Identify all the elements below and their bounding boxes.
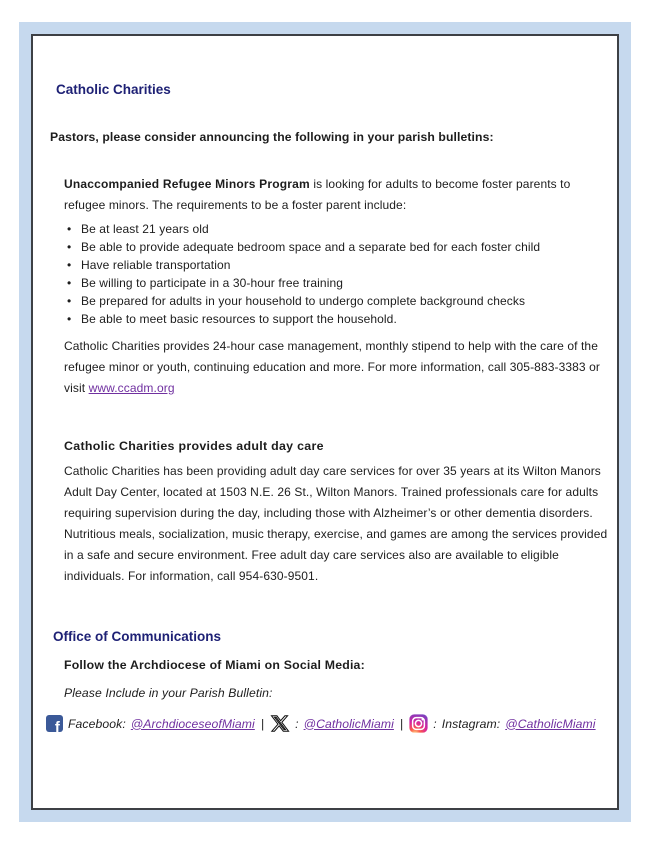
urm-paragraph <box>64 174 609 216</box>
x-icon <box>270 714 290 733</box>
list-item: • Be able to provide adequate bedroom space and a separate bed for each foster child <box>81 238 619 256</box>
page-border <box>19 22 631 822</box>
adult-day-care-paragraph: Catholic Charities has been providing adult day care services for over 35 years at its Wilton Manors Adult Day Center, located at 1503 N.E. 26 St., Wilton Manors. Trained professionals care for adults requiring supervision during the day, including those with Alzheimer’s or other dementia disorders. Nutritious meals, socialization, music therapy, exercise, and games are among the services provided in a safe and secure environment. Free adult day care services also are available to eligible individuals. For information, call 954-630-9501. <box>64 464 608 583</box>
adult-day-care-heading: Catholic Charities provides adult day care <box>64 439 324 453</box>
requirements-list <box>64 220 619 328</box>
page-content <box>33 82 617 733</box>
facebook-handle-link[interactable]: @ArchdioceseofMiami <box>130 716 255 731</box>
list-item: • Be willing to participate in a 30-hour free training <box>81 274 619 292</box>
urm-info-text: Catholic Charities provides 24-hour case management, monthly stipend to help with the care of the refugee minor or youth, continuing education and more. For more information, call 305-883-3383 or visit <box>64 339 600 395</box>
list-item: • Be at least 21 years old <box>81 220 619 238</box>
instagram-label: Instagram: <box>441 716 501 731</box>
x-colon: : <box>295 716 299 731</box>
urm-program-description: is looking for adults to become foster parents to refugee minors. The requirements to be a foster parent include: <box>64 177 571 212</box>
section-title-catholic-charities: Catholic Charities <box>56 82 171 97</box>
communications-section <box>64 658 591 700</box>
x-handle-link[interactable]: @CatholicMiami <box>303 716 394 731</box>
parish-bulletin-note: Please Include in your Parish Bulletin: <box>64 686 273 700</box>
urm-program-name: Unaccompanied Refugee Minors Program <box>64 177 310 191</box>
facebook-icon <box>46 715 63 732</box>
list-item: • Be prepared for adults in your household to undergo complete background checks <box>81 292 619 310</box>
page-inner-border <box>31 34 619 810</box>
social-media-row <box>46 714 596 733</box>
separator: | <box>260 716 265 731</box>
ccadm-link[interactable]: www.ccadm.org <box>88 381 175 395</box>
list-item: • Be able to meet basic resources to support the household. <box>81 310 619 328</box>
section-title-office-of-communications: Office of Communications <box>53 629 222 644</box>
facebook-label: Facebook: <box>68 716 126 731</box>
separator: | <box>399 716 404 731</box>
facebook-glyph: f <box>54 719 60 732</box>
pastors-intro-line: Pastors, please consider announcing the following in your parish bulletins: <box>50 130 494 144</box>
urm-info-paragraph <box>64 336 609 399</box>
urm-section <box>64 174 608 587</box>
instagram-icon <box>409 714 428 733</box>
list-item: • Have reliable transportation <box>81 256 619 274</box>
instagram-colon: : <box>433 716 437 731</box>
follow-social-heading: Follow the Archdiocese of Miami on Social Media: <box>64 658 365 672</box>
instagram-handle-link[interactable]: @CatholicMiami <box>505 716 596 731</box>
